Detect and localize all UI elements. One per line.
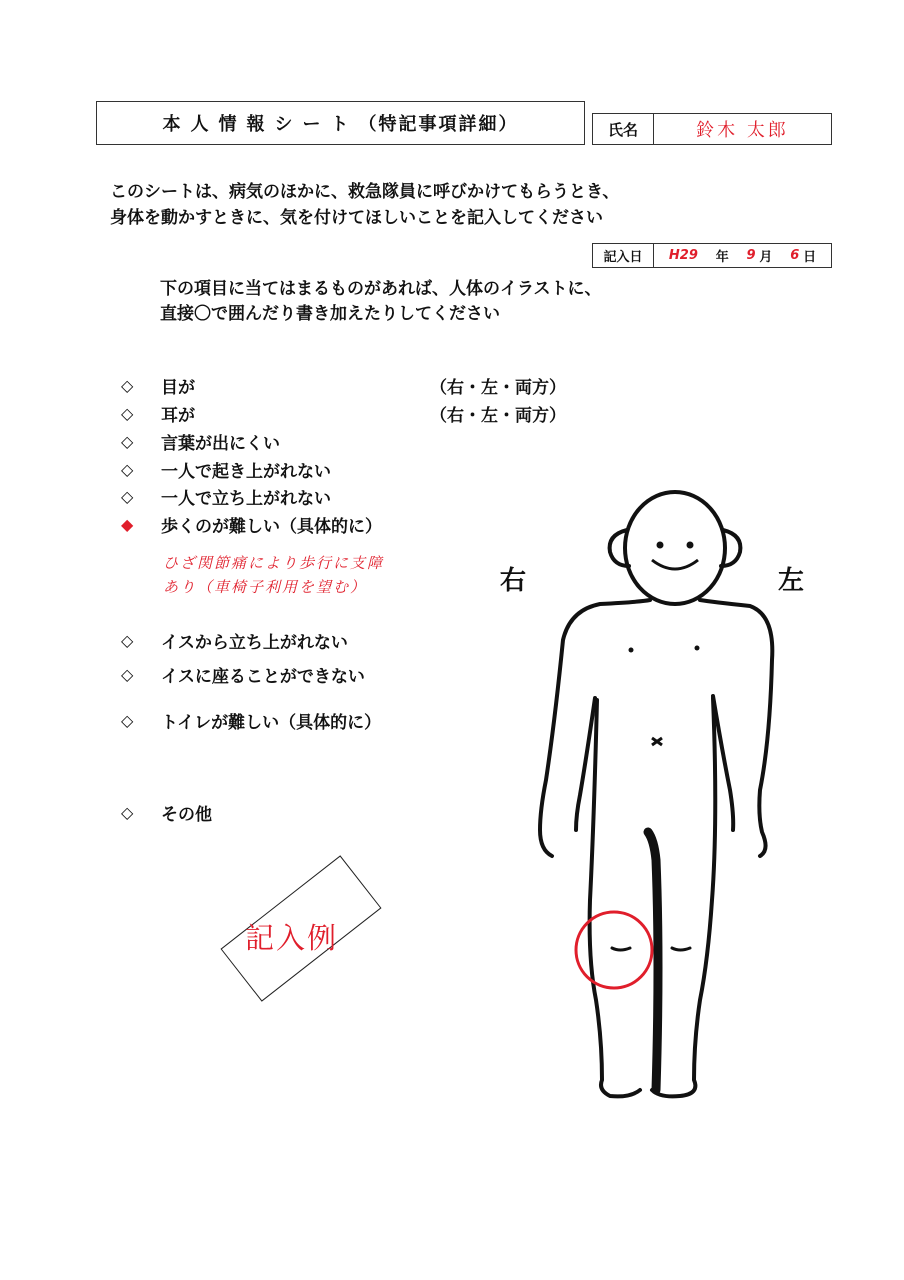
option-ears[interactable]: （右・左・両方）	[430, 406, 566, 426]
left-side-label: 左	[778, 566, 805, 596]
diamond-icon[interactable]: ◇	[121, 487, 134, 506]
item-label: イスから立ち上がれない	[161, 633, 348, 653]
diamond-icon[interactable]: ◇	[121, 404, 134, 423]
item-label: イスに座ることができない	[161, 667, 365, 687]
item-label: 言葉が出にくい	[161, 434, 280, 454]
sample-stamp-text: 記入例	[245, 921, 339, 955]
instruction-line-1: 下の項目に当てはまるものがあれば、人体のイラストに、	[160, 279, 602, 299]
diamond-icon[interactable]: ◇	[121, 665, 134, 684]
item-label: 一人で起き上がれない	[161, 462, 331, 482]
date-year-unit: 年	[715, 250, 729, 265]
date-day[interactable]: 6	[790, 248, 800, 263]
diamond-icon[interactable]: ◇	[121, 711, 134, 730]
date-label: 記入日	[593, 244, 654, 267]
date-day-unit: 日	[803, 250, 817, 265]
diamond-icon[interactable]: ◇	[121, 803, 134, 822]
date-month-unit: 月	[759, 250, 773, 265]
intro-line-2: 身体を動かすときに、気を付けてほしいことを記入してください	[110, 208, 603, 228]
item-label: 歩くのが難しい（具体的に）	[161, 517, 382, 537]
item-label: 耳が	[161, 406, 195, 426]
handwritten-note-line-2: あり（車椅子利用を望む）	[163, 578, 368, 596]
diamond-icon[interactable]: ◇	[121, 631, 134, 650]
diamond-icon[interactable]: ◇	[121, 376, 134, 395]
date-month[interactable]: 9	[746, 248, 756, 263]
item-label: トイレが難しい（具体的に）	[161, 713, 382, 733]
item-label: その他	[161, 805, 212, 825]
instruction-line-2: 直接〇で囲んだり書き加えたりしてください	[160, 304, 500, 324]
name-label: 氏名	[593, 114, 654, 144]
item-label: 目が	[161, 378, 195, 398]
intro-line-1: このシートは、病気のほかに、救急隊員に呼びかけてもらうとき、	[110, 182, 620, 202]
diamond-icon[interactable]: ◇	[121, 432, 134, 451]
date-era[interactable]: H29	[668, 248, 698, 263]
option-eyes[interactable]: （右・左・両方）	[430, 378, 566, 398]
name-value[interactable]: 鈴木 太郎	[696, 120, 789, 141]
title-main: 本人情報シート	[162, 114, 359, 135]
handwritten-note-line-1: ひざ関節痛により歩行に支障	[163, 554, 385, 572]
title-sub: （特記事項詳細）	[358, 114, 519, 135]
diamond-icon[interactable]: ◇	[121, 460, 134, 479]
item-label: 一人で立ち上がれない	[161, 489, 331, 509]
filled-diamond-icon[interactable]: ◆	[121, 515, 134, 534]
right-side-label: 右	[500, 566, 527, 596]
